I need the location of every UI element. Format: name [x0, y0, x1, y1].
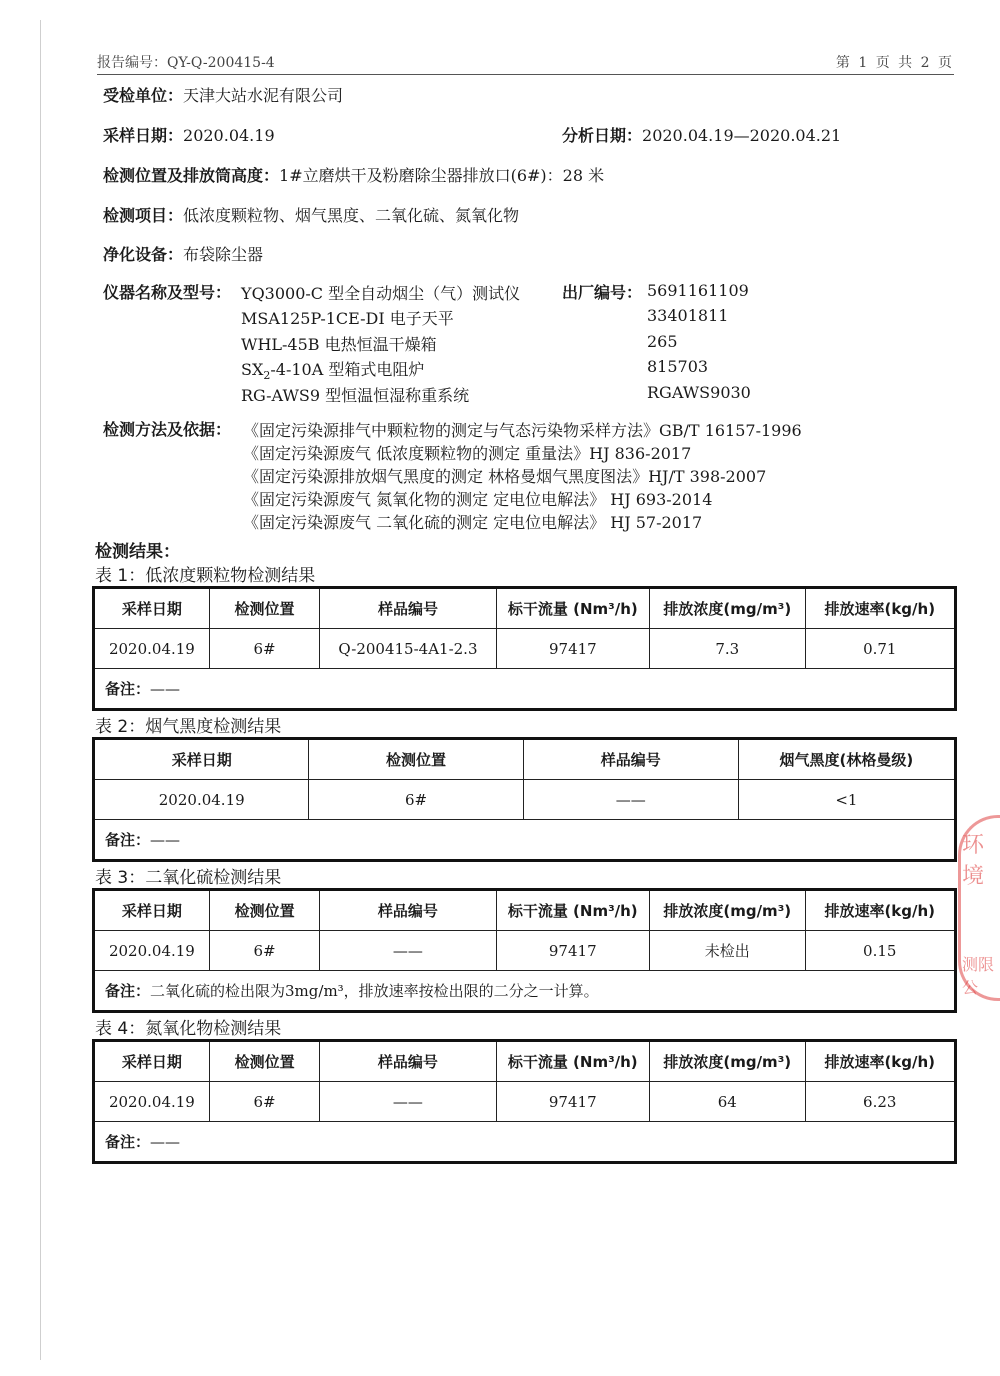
- cell-conc: 7.3: [650, 629, 805, 669]
- table2-smoke-blackness: [92, 737, 957, 862]
- table1-title: 表 1：低浓度颗粒物检测结果: [95, 566, 316, 586]
- sample-date-value: 2020.04.19: [183, 126, 275, 145]
- results-title: 检测结果：: [95, 542, 180, 562]
- header-rate: 排放速率(kg/h): [805, 588, 955, 629]
- table-header-row: [94, 890, 956, 931]
- note-row: [94, 1122, 956, 1163]
- cell-sample: ——: [523, 780, 738, 820]
- sample-date-label: 采样日期：: [103, 126, 184, 145]
- note-row: [94, 971, 956, 1012]
- note-cell: 备注：——: [94, 1122, 956, 1163]
- header-position: 检测位置: [209, 588, 319, 629]
- table-row: [94, 780, 956, 820]
- equipment-label: 净化设备：: [103, 245, 184, 264]
- method-item: 《固定污染源废气 低浓度颗粒物的测定 重量法》HJ 836-2017: [243, 444, 692, 463]
- table-row: [94, 1082, 956, 1122]
- instrument-name: MSA125P-1CE-DI 电子天平: [241, 309, 454, 328]
- serial-label-row: [562, 280, 642, 303]
- instrument-serial: 815703: [647, 357, 709, 376]
- header-date: 采样日期: [94, 890, 210, 931]
- location-label: 检测位置及排放筒高度：: [103, 166, 280, 185]
- table-header-row: [94, 588, 956, 629]
- header-rate: 排放速率(kg/h): [805, 1041, 956, 1082]
- cell-conc: 未检出: [650, 931, 806, 971]
- table-row: [94, 931, 956, 971]
- header-date: 采样日期: [94, 739, 309, 780]
- items-row: [103, 203, 519, 226]
- header-date: 采样日期: [94, 588, 210, 629]
- note-cell: 备注：二氧化硫的检出限为3mg/m³，排放速率按检出限的二分之一计算。: [94, 971, 956, 1012]
- items-value: 低浓度颗粒物、烟气黑度、二氧化硫、氮氧化物: [183, 206, 520, 225]
- instrument-serial: 265: [647, 332, 678, 351]
- analysis-date-value: 2020.04.19—2020.04.21: [642, 126, 842, 145]
- note-row: [94, 820, 956, 861]
- report-header: [97, 50, 954, 75]
- header-sample: 样品编号: [320, 890, 496, 931]
- stamp-text-top: 环境: [962, 833, 985, 889]
- method-item: 《固定污染源废气 二氧化硫的测定 定电位电解法》 HJ 57-2017: [243, 513, 703, 532]
- instrument-name: YQ3000-C 型全自动烟尘（气）测试仪: [241, 284, 521, 303]
- cell-conc: 64: [650, 1082, 806, 1122]
- table-header-row: [94, 739, 956, 780]
- instrument-serial: 33401811: [647, 306, 729, 325]
- cell-flow: 97417: [496, 931, 650, 971]
- location-row: [103, 163, 604, 186]
- cell-rate: 6.23: [805, 1082, 956, 1122]
- header-sample: 样品编号: [320, 588, 496, 629]
- method-item: 《固定污染源废气 氮氧化物的测定 定电位电解法》 HJ 693-2014: [243, 490, 713, 509]
- serial-label: 出厂编号：: [562, 283, 643, 302]
- table-row: [94, 629, 956, 669]
- scan-page-edge: [40, 20, 41, 1360]
- method-item: 《固定污染源排气中颗粒物的测定与气态污染物采样方法》GB/T 16157-1996: [243, 421, 802, 440]
- header-position: 检测位置: [209, 890, 320, 931]
- page-indicator: 第 1 页 共 2 页: [835, 55, 954, 71]
- cell-sample: ——: [320, 1082, 496, 1122]
- analysis-date-label: 分析日期：: [562, 126, 643, 145]
- sample-date-row: [103, 123, 275, 146]
- cell-position: 6#: [209, 629, 319, 669]
- table4-nox: [92, 1039, 957, 1164]
- method-item: 《固定污染源排放烟气黑度的测定 林格曼烟气黑度图法》HJ/T 398-2007: [243, 467, 767, 486]
- cell-date: 2020.04.19: [94, 629, 210, 669]
- header-flow: 标干流量 (Nm³/h): [496, 890, 650, 931]
- location-value: 1#立磨烘干及粉磨除尘器排放口(6#)：28 米: [279, 166, 605, 185]
- cell-flow: 97417: [496, 629, 649, 669]
- cell-date: 2020.04.19: [94, 780, 309, 820]
- cell-sample: ——: [320, 931, 496, 971]
- cell-date: 2020.04.19: [94, 931, 210, 971]
- instrument-name: $SX_2-4-10A$ 型箱式电阻炉: [241, 360, 425, 383]
- cell-flow: 97417: [496, 1082, 650, 1122]
- cell-position: 6#: [309, 780, 523, 820]
- items-label: 检测项目：: [103, 206, 184, 225]
- table3-title: 表 3：二氧化硫检测结果: [95, 868, 282, 888]
- header-flow: 标干流量 (Nm³/h): [496, 1041, 650, 1082]
- methods-label: 检测方法及依据：: [103, 420, 232, 439]
- cell-date: 2020.04.19: [94, 1082, 210, 1122]
- note-cell: 备注：——: [94, 669, 956, 710]
- cell-sample: Q-200415-4A1-2.3: [320, 629, 496, 669]
- header-conc: 排放浓度(mg/m³): [650, 588, 805, 629]
- header-sample: 样品编号: [523, 739, 738, 780]
- header-conc: 排放浓度(mg/m³): [650, 1041, 806, 1082]
- cell-blackness: <1: [738, 780, 955, 820]
- analysis-date-row: [562, 123, 841, 146]
- instrument-serial: RGAWS9030: [647, 383, 751, 402]
- instrument-label: 仪器名称及型号：: [103, 283, 232, 302]
- instrument-label-row: [103, 280, 231, 303]
- note-cell: 备注：——: [94, 820, 956, 861]
- header-rate: 排放速率(kg/h): [805, 890, 956, 931]
- header-sample: 样品编号: [320, 1041, 496, 1082]
- note-row: [94, 669, 956, 710]
- table-header-row: [94, 1041, 956, 1082]
- client-label: 受检单位：: [103, 86, 184, 105]
- client-row: [103, 83, 343, 106]
- instrument-name: WHL-45B 电热恒温干燥箱: [241, 335, 437, 354]
- cell-rate: 0.15: [805, 931, 956, 971]
- header-conc: 排放浓度(mg/m³): [650, 890, 806, 931]
- header-flow: 标干流量 (Nm³/h): [496, 588, 649, 629]
- cell-rate: 0.71: [805, 629, 955, 669]
- instrument-serial: 5691161109: [647, 281, 749, 300]
- header-blackness: 烟气黑度(林格曼级): [738, 739, 955, 780]
- header-date: 采样日期: [94, 1041, 210, 1082]
- table3-so2: [92, 888, 957, 1013]
- equipment-row: [103, 242, 263, 265]
- cell-position: 6#: [209, 1082, 320, 1122]
- table2-title: 表 2：烟气黑度检测结果: [95, 717, 282, 737]
- client-value: 天津大站水泥有限公司: [183, 86, 344, 105]
- header-position: 检测位置: [309, 739, 523, 780]
- cell-position: 6#: [209, 931, 320, 971]
- methods-label-row: [103, 417, 231, 440]
- header-position: 检测位置: [209, 1041, 320, 1082]
- report-number: 报告编号：QY-Q-200415-4: [97, 55, 275, 71]
- table1-particulate: [92, 586, 957, 711]
- equipment-value: 布袋除尘器: [183, 245, 264, 264]
- instrument-name: RG-AWS9 型恒温恒湿称重系统: [241, 386, 470, 405]
- stamp-text-bottom: 测限公: [962, 955, 995, 997]
- table4-title: 表 4：氮氧化物检测结果: [95, 1019, 282, 1039]
